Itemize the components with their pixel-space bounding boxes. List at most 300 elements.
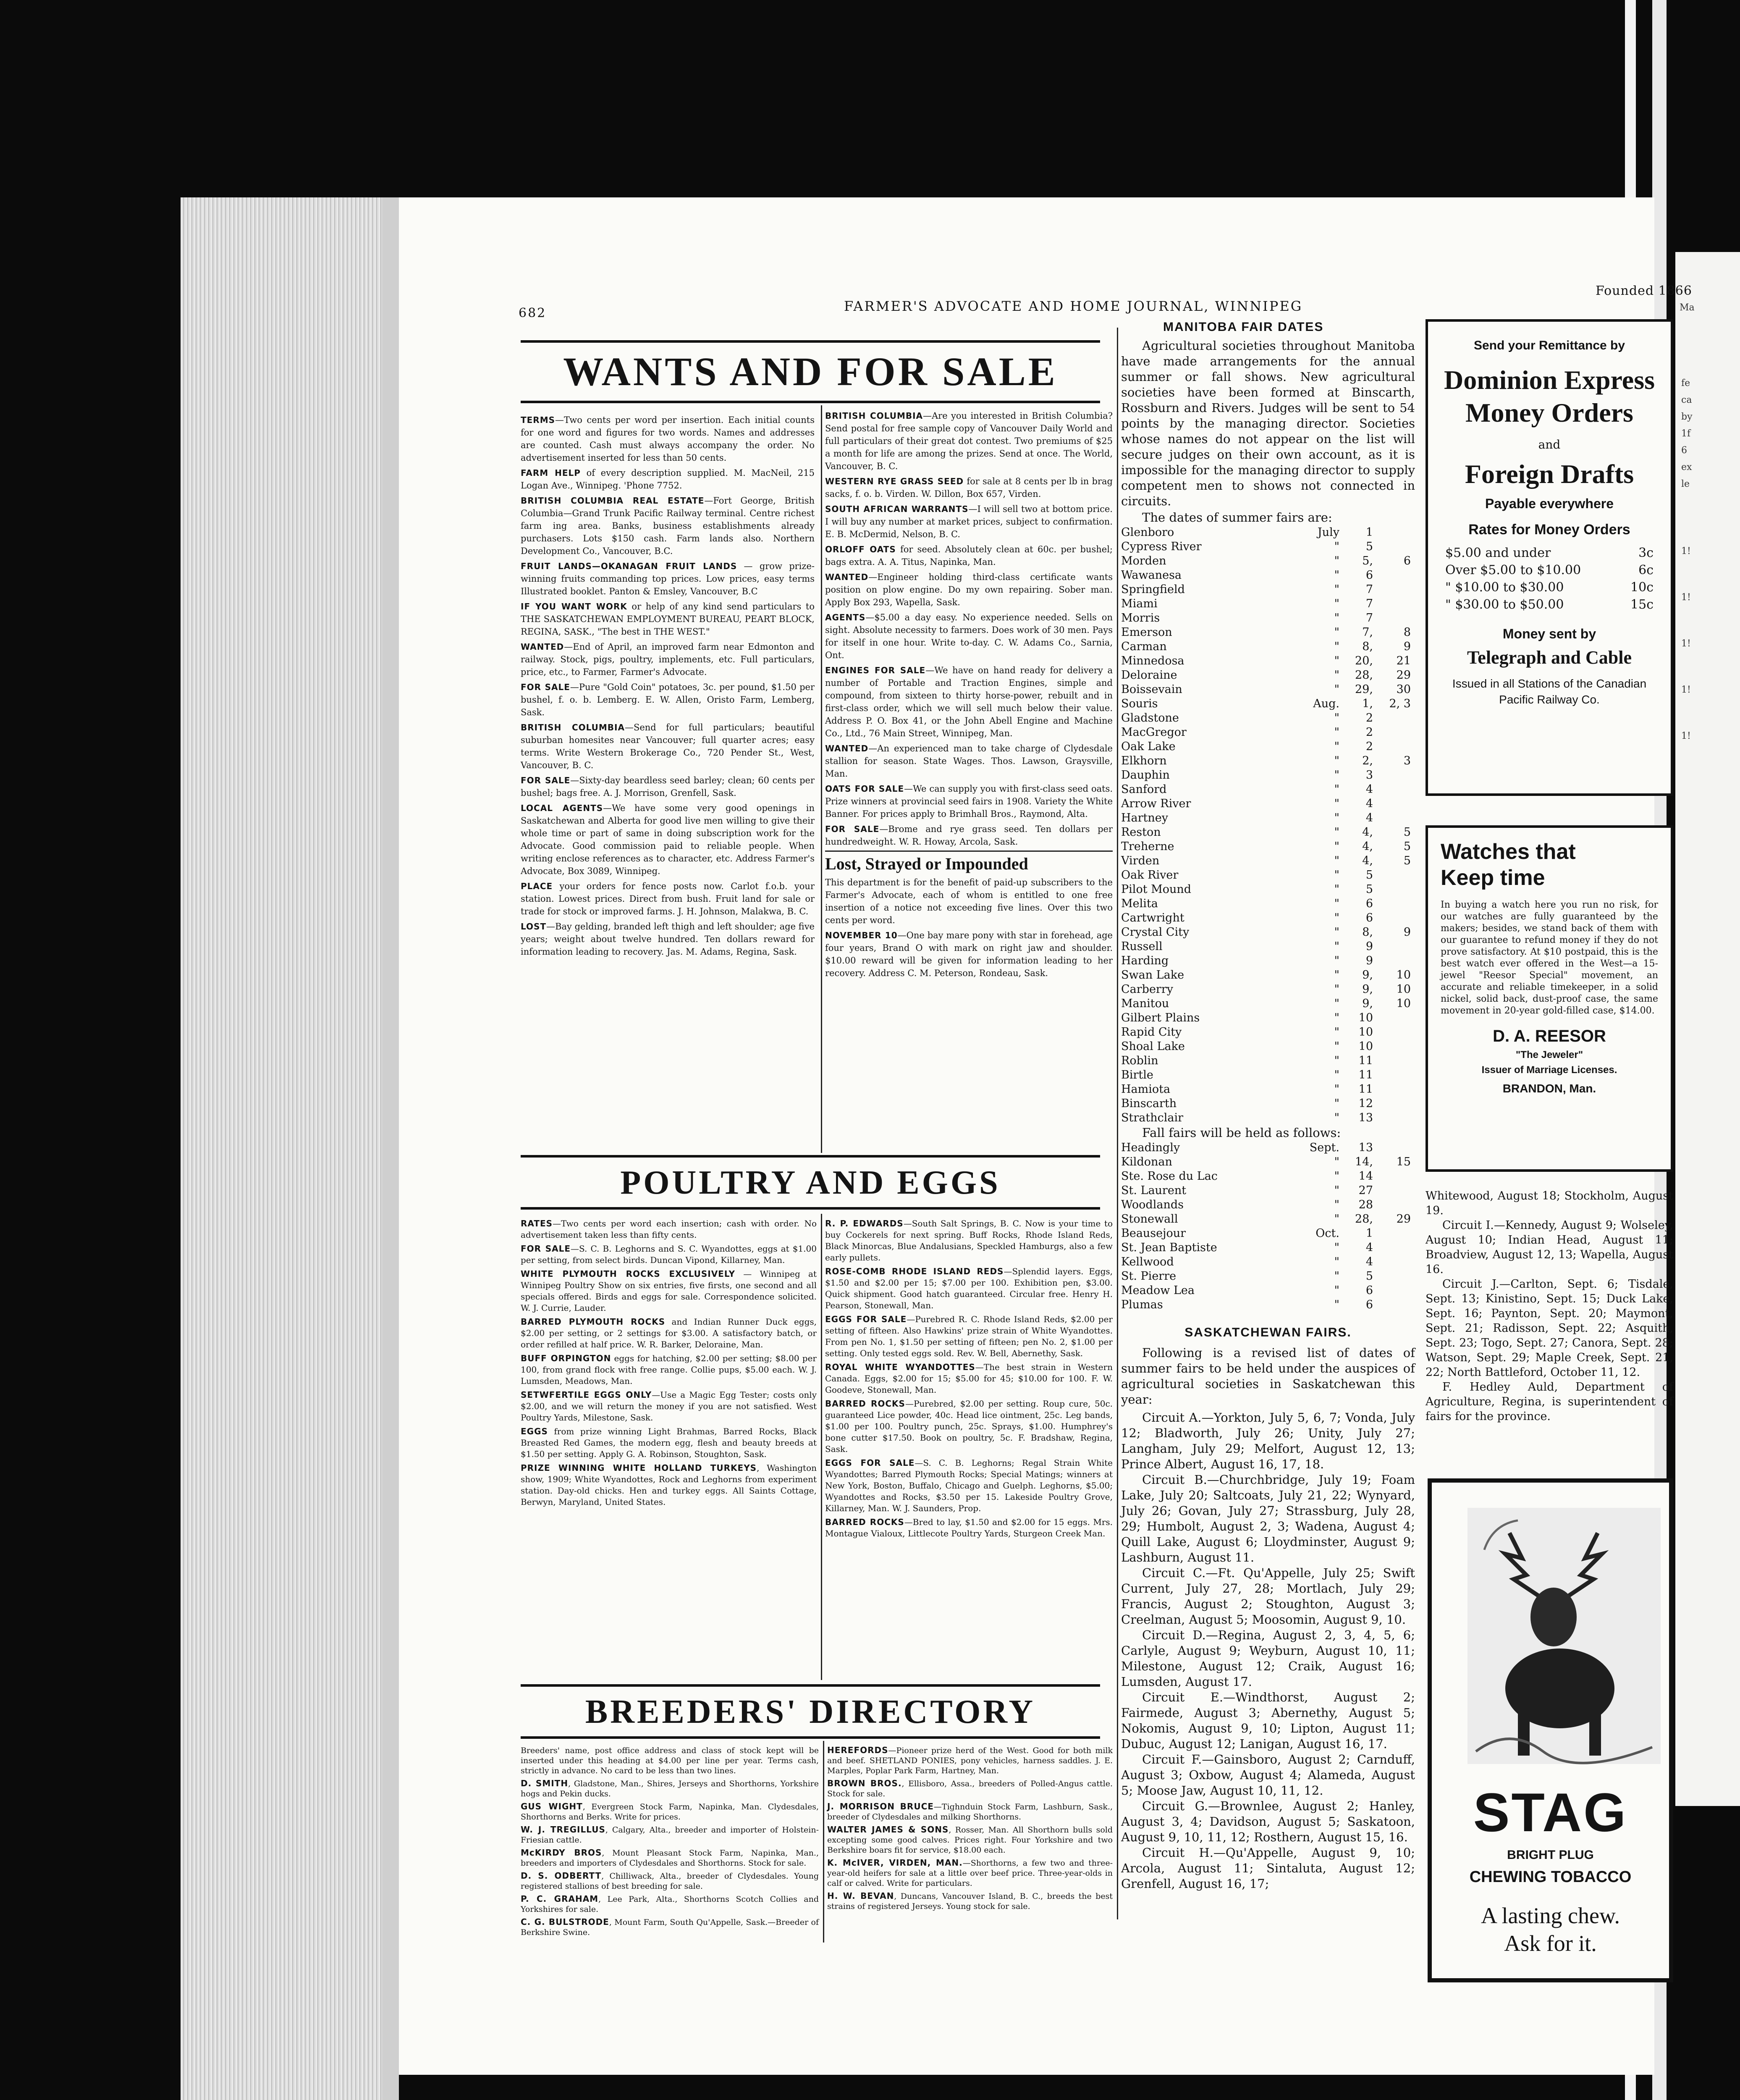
- fair-day: 11: [1358, 1083, 1373, 1096]
- fair-day: 29,: [1355, 683, 1373, 696]
- fair-day: 8,: [1362, 640, 1373, 653]
- ad-text: of every description supplied. M. MacNeil, 215 Logan Ave., Winnipeg. 'Phone 7752.: [521, 468, 815, 491]
- fair-day: 6: [1365, 911, 1373, 924]
- fair-day: 9: [1365, 954, 1373, 967]
- classified-ad: [825, 1517, 1113, 1539]
- fair-day: 14,: [1355, 1155, 1373, 1168]
- fair-town: Springfield: [1121, 583, 1185, 596]
- breeder-card: [521, 1801, 819, 1822]
- fair-day: 5: [1365, 869, 1373, 882]
- fair-month: ": [1334, 940, 1339, 953]
- fair-day-2: 6: [1403, 554, 1411, 567]
- manitoba-fairs-column: [1121, 338, 1415, 1892]
- fair-day: 9,: [1362, 997, 1373, 1010]
- fair-town: Birtle: [1121, 1068, 1153, 1082]
- fair-month: ": [1334, 783, 1339, 796]
- fair-day-2: 10: [1396, 997, 1411, 1010]
- fair-day-2: [1373, 768, 1411, 782]
- breeder-name: HEREFORDS: [827, 1745, 888, 1755]
- fair-town: Cypress River: [1121, 540, 1202, 553]
- fair-town: Shoal Lake: [1121, 1040, 1185, 1053]
- ad-tagline: Send your Remittance by: [1473, 339, 1625, 352]
- ad-text: —Send for full particulars; beautiful suburban homesites near Vancouver; full quarter acres; easy terms. Write Western Brokerage Co., 720 Pender St., West, Vancouver, B. C.: [521, 722, 815, 770]
- dominion-express-ad: [1426, 319, 1673, 796]
- rate-range: $5.00 and under: [1445, 546, 1551, 560]
- rates-title: Rates for Money Orders: [1468, 522, 1630, 538]
- fair-day-2: [1373, 1141, 1411, 1155]
- ad-title: Money Orders: [1465, 398, 1633, 428]
- classified-ad: [521, 1426, 817, 1460]
- ad-text: —Two cents per word each insertion; cash with order. No advertisement taken less than fifty cents.: [521, 1218, 817, 1240]
- fair-town: Hartney: [1121, 811, 1169, 824]
- circuit-paragraph: F. Hedley Auld, Department of Agriculture, Regina, is superintendent of fairs for the province.: [1426, 1381, 1673, 1423]
- fair-town: Harding: [1121, 954, 1169, 967]
- breeder-text: , Chilliwack, Alta., breeder of Clydesdales. Young registered stallions of best breeding for sale.: [521, 1872, 819, 1891]
- fair-town: Miami: [1121, 597, 1158, 610]
- classified-ad: [825, 1266, 1113, 1311]
- fair-day-2: [1373, 1040, 1411, 1054]
- fair-day-2: [1373, 1184, 1411, 1198]
- ad-label: PRIZE WINNING WHITE HOLLAND TURKEYS: [521, 1463, 757, 1473]
- rate-cost: 6c: [1638, 563, 1654, 578]
- fair-day: 10: [1358, 1026, 1373, 1039]
- edge-text: ex: [1681, 462, 1692, 472]
- fair-row: [1121, 811, 1411, 825]
- classified-ad: [521, 640, 815, 678]
- fair-day-2: [1373, 1198, 1411, 1212]
- fair-month: ": [1334, 640, 1339, 653]
- fair-day-2: 15: [1396, 1155, 1411, 1168]
- breeder-card: [521, 1894, 819, 1914]
- fair-row: [1121, 597, 1411, 611]
- ad-text: —Bay gelding, branded left thigh and left shoulder; age five years; weight about twelve hundred. Ten dollars reward for information leading to recovery. Jas. M. Adams, Regina, Sask.: [521, 921, 815, 957]
- wants-column-2: [825, 410, 1113, 982]
- fair-day-2: [1373, 1068, 1411, 1082]
- fair-day: 28: [1358, 1198, 1373, 1211]
- fair-row: [1121, 1169, 1411, 1184]
- ad-text: CHEWING TOBACCO: [1469, 1868, 1632, 1886]
- fair-month: ": [1334, 754, 1339, 767]
- fair-day: 8,: [1362, 926, 1373, 939]
- fair-day: 1: [1365, 526, 1373, 539]
- breeder-text: , Lee Park, Alta., Shorthorns Scotch Collies and Yorkshires for sale.: [521, 1895, 819, 1914]
- fair-day-2: [1373, 954, 1411, 968]
- fair-month: ": [1334, 797, 1339, 810]
- fair-day: 12: [1358, 1097, 1373, 1110]
- classified-ad: [825, 611, 1113, 662]
- fair-row: [1121, 1241, 1411, 1255]
- classified-ad: [825, 1457, 1113, 1514]
- fair-row: [1121, 1155, 1411, 1169]
- saskatchewan-fairs-title: SASKATCHEWAN FAIRS.: [1184, 1326, 1352, 1339]
- fair-row: [1121, 897, 1411, 911]
- ad-title: Foreign Drafts: [1465, 459, 1634, 489]
- fair-row: [1121, 968, 1411, 982]
- ad-label: R. P. EDWARDS: [825, 1218, 904, 1228]
- fair-day-2: 21: [1396, 654, 1411, 667]
- ad-label: EGGS: [521, 1426, 548, 1436]
- fair-day-2: [1373, 597, 1411, 611]
- fair-month: Sept.: [1309, 1141, 1339, 1154]
- circuit-paragraph: Circuit G.—Brownlee, August 2; Hanley, August 3, 4; Davidson, August 5; Saskatoon, August 9, 10, 11, 12; Rosthern, August 15, 16.: [1121, 1799, 1415, 1844]
- classified-ad: [825, 543, 1113, 568]
- classified-ad: [825, 823, 1113, 848]
- fair-town: Gilbert Plains: [1121, 1011, 1200, 1024]
- fair-month: Oct.: [1315, 1227, 1339, 1240]
- lost-strayed-heading: Lost, Strayed or Impounded: [825, 850, 1113, 874]
- fair-day-2: [1373, 525, 1411, 540]
- fair-town: Cartwright: [1121, 911, 1184, 924]
- ad-text: BRANDON, Man.: [1502, 1082, 1596, 1095]
- fair-row: [1121, 1226, 1411, 1241]
- fair-day: 4,: [1362, 854, 1373, 867]
- ad-text: for seed. Absolutely clean at 60c. per bushel; bags extra. A. A. Titus, Napinka, Man.: [825, 544, 1113, 567]
- fair-row: [1121, 954, 1411, 968]
- fair-day: 7: [1365, 597, 1373, 610]
- breeder-name: GUS WIGHT: [521, 1801, 583, 1811]
- edge-text: le: [1681, 479, 1690, 489]
- fair-month: ": [1334, 854, 1339, 867]
- fair-row: [1121, 1111, 1411, 1125]
- fair-town: Elkhorn: [1121, 754, 1167, 767]
- fair-month: ": [1334, 1068, 1339, 1082]
- breeder-card: [521, 1871, 819, 1891]
- fair-town: Emerson: [1121, 626, 1172, 639]
- fair-town: Sanford: [1121, 783, 1167, 796]
- rate-range: Over $5.00 to $10.00: [1445, 563, 1581, 578]
- fair-month: ": [1334, 883, 1339, 896]
- breeder-text: , Duncans, Vancouver Island, B. C., breeds the best strains of registered Jerseys. Young stock for sale.: [827, 1892, 1113, 1911]
- fair-day: 4,: [1362, 826, 1373, 839]
- fair-town: Beausejour: [1121, 1227, 1186, 1240]
- fair-town: Glenboro: [1121, 526, 1174, 539]
- ad-text: —Are you interested in British Columbia? Send postal for free sample copy of Vancouver Daily World and full particulars of their great dot contest. Two premiums of $25 a month for life are among the prizes. Send at once. The World, Vancouver, B. C.: [825, 411, 1113, 471]
- ad-text: —Splendid layers. Eggs, $1.50 and $2.00 per 15; $7.00 per 100. Exhibition pen, $3.00. Quick shipment. Good hatch guaranteed. Circular free. Henry H. Pearson, Stonewall, Man.: [825, 1266, 1113, 1310]
- ad-text: for sale at 8 cents per lb in brag sacks, f. o. b. Virden. W. Dillon, Box 657, Virden.: [825, 476, 1113, 499]
- rate-row: [1445, 596, 1654, 613]
- ad-label: BARRED ROCKS: [825, 1399, 905, 1409]
- ad-label: WANTED: [521, 642, 564, 652]
- classified-ad: [825, 571, 1113, 609]
- fair-month: ": [1334, 669, 1339, 682]
- fair-month: ": [1334, 1198, 1339, 1211]
- summer-intro: The dates of summer fairs are:: [1142, 510, 1332, 525]
- ad-text: —One bay mare pony with star in forehead, age four years, Brand O with mark on right jaw and shoulder. $10.00 reward will be given for information leading to her recovery. Address C. M. Peterson, Rondeau, Sask.: [825, 930, 1113, 978]
- classified-ad: [521, 600, 815, 638]
- ad-label: IF YOU WANT WORK: [521, 601, 627, 612]
- fair-row: [1121, 682, 1411, 697]
- ad-text: — Winnipeg at Winnipeg Poultry Show on six entries, five firsts, one second and all specials offered. Birds and eggs for sale. Correspondence solicited. W. J. Currie, Lauder.: [521, 1269, 817, 1313]
- fair-month: ": [1334, 626, 1339, 639]
- fair-day: 4: [1365, 811, 1373, 824]
- fair-day-2: 5: [1403, 826, 1411, 839]
- fair-day-2: [1373, 568, 1411, 583]
- fair-day: 11: [1358, 1068, 1373, 1082]
- ad-label: BRITISH COLUMBIA REAL ESTATE: [521, 496, 705, 506]
- ad-text: —S. C. B. Leghorns and S. C. Wyandottes, eggs at $1.00 per setting, from select birds. Duncan Vipond, Killarney, Man.: [521, 1244, 817, 1265]
- fair-day-2: [1373, 882, 1411, 897]
- fair-day: 2: [1365, 711, 1373, 724]
- fair-row: [1121, 1011, 1411, 1025]
- ad-text: —We can supply you with first-class seed oats. Prize winners at provincial seed fairs in 1908. Variety the White Banner. For prices apply to Brimhall Bros., Raymond, Alta.: [825, 784, 1113, 819]
- fair-month: ": [1334, 740, 1339, 753]
- ad-text: and: [1538, 438, 1561, 452]
- fair-town: Roblin: [1121, 1054, 1158, 1067]
- fair-month: ": [1334, 869, 1339, 882]
- column-rule: [823, 1741, 824, 1942]
- fair-month: ": [1334, 1111, 1339, 1124]
- ad-text: —We have some very good openings in Saskatchewan and Alberta for good live men willing to give their whole time or part of same in doing subscription work for the Advocate. Good commission paid to reliable people. When writing enclose references as to character, etc. Address Farmer's Advocate, Box 3089, Winnipeg.: [521, 803, 815, 876]
- fair-row: [1121, 711, 1411, 725]
- classified-ad: [521, 1243, 817, 1266]
- fair-month: ": [1334, 1083, 1339, 1096]
- ad-label: BRITISH COLUMBIA: [521, 722, 625, 732]
- breeder-card: [521, 1848, 819, 1868]
- classified-ad: [521, 1353, 817, 1387]
- edge-text: 1!: [1681, 685, 1691, 695]
- fair-month: ": [1334, 711, 1339, 724]
- classified-ad: [825, 1314, 1113, 1359]
- fair-row: [1121, 854, 1411, 868]
- fair-day: 20,: [1355, 654, 1373, 667]
- ad-text: Money sent by: [1502, 626, 1596, 641]
- reesor-watch-ad: [1426, 825, 1673, 1172]
- fair-town: Arrow River: [1121, 797, 1191, 810]
- ad-label: FRUIT LANDS—OKANAGAN FRUIT LANDS: [521, 561, 737, 571]
- fair-town: Crystal City: [1121, 926, 1190, 939]
- breeder-card: [827, 1891, 1113, 1911]
- fair-day: 14: [1358, 1170, 1373, 1183]
- ad-title: Watches that: [1441, 840, 1576, 864]
- classified-ad: [521, 802, 815, 877]
- classified-ad: [825, 1362, 1113, 1396]
- breeder-card: [521, 1778, 819, 1799]
- classified-ad: [521, 1218, 817, 1241]
- fair-day: 9: [1365, 940, 1373, 953]
- breeder-card: [827, 1858, 1113, 1888]
- fair-row: [1121, 1184, 1411, 1198]
- classified-ad: [825, 664, 1113, 740]
- fair-row: [1121, 697, 1411, 711]
- edge-text: 1!: [1681, 546, 1691, 556]
- fair-town: St. Pierre: [1121, 1270, 1177, 1283]
- fair-town: Morris: [1121, 612, 1160, 625]
- saskatchewan-continuation: [1426, 1189, 1673, 1424]
- ad-text: Issued in all Stations of the Canadian Pacific Railway Co.: [1452, 677, 1647, 706]
- ad-label: LOCAL AGENTS: [521, 803, 603, 813]
- circuit-paragraph: Circuit B.—Churchbridge, July 19; Foam Lake, July 20; Saltcoats, July 21, 22; Wynyard, July 26; Govan, July 27; Strassburg, July 28, 29; Humbolt, August 2, 3; Wadena, August 4; Quill Lake, August 6; Lloydminster, August 9; Lashburn, August 11.: [1121, 1473, 1415, 1564]
- fair-month: ": [1334, 1040, 1339, 1053]
- fair-row: [1121, 611, 1411, 625]
- breeder-name: C. G. BULSTRODE: [521, 1917, 609, 1927]
- fair-town: Carman: [1121, 640, 1167, 653]
- rate-cost: 15c: [1630, 597, 1654, 612]
- fair-month: ": [1334, 1270, 1339, 1283]
- ad-label: RATES: [521, 1218, 553, 1228]
- book-page-edges: [181, 197, 399, 2100]
- book-spine: [382, 197, 399, 2100]
- fair-day: 2: [1365, 740, 1373, 753]
- ad-text: —Use a Magic Egg Tester; costs only $2.00, and we will return the money if you are not satisfied. West Poultry Yards, Milestone, Sask.: [521, 1390, 817, 1423]
- classified-ad: [825, 410, 1113, 472]
- breeders-heading: BREEDERS' DIRECTORY: [521, 1684, 1100, 1739]
- ad-text: — grow prize-winning fruits commanding top prices. Low prices, easy terms Illustrated booklet. Panton & Emsley, Vancouver, B.C: [521, 561, 815, 596]
- fair-town: Souris: [1121, 697, 1158, 710]
- fair-month: ": [1334, 997, 1339, 1010]
- classified-ad: [521, 920, 815, 958]
- fair-day: 1: [1365, 1227, 1373, 1240]
- fair-row: [1121, 583, 1411, 597]
- classified-ad: [825, 929, 1113, 979]
- fair-day: 4: [1365, 1255, 1373, 1268]
- fair-town: Woodlands: [1121, 1198, 1184, 1211]
- ad-text: —Pure "Gold Coin" potatoes, 3c. per pound, $1.50 per bushel, f. o. b. Lemberg. E. W. Allen, Oristo Farm, Lemberg, Sask.: [521, 682, 815, 717]
- ad-text: —Engineer holding third-class certificate wants position on plow engine. Do my own repairing. Sober man. Apply Box 293, Wapella, Sask.: [825, 572, 1113, 607]
- fair-row: [1121, 1040, 1411, 1054]
- wants-heading: WANTS AND FOR SALE: [521, 340, 1100, 403]
- fair-row: [1121, 1269, 1411, 1284]
- ad-slogan: A lasting chew.: [1481, 1903, 1620, 1928]
- classified-ad: [521, 467, 815, 492]
- fair-town: Virden: [1121, 854, 1160, 867]
- ad-label: FOR SALE: [521, 1244, 571, 1254]
- fair-day-2: 29: [1396, 1213, 1411, 1226]
- classified-ad: [521, 414, 815, 464]
- fair-day: 4: [1365, 783, 1373, 796]
- fair-day-2: [1373, 1226, 1411, 1241]
- fair-month: ": [1334, 583, 1339, 596]
- manitoba-intro: Agricultural societies throughout Manitoba have made arrangements for the annual summer or fall shows. New agricultural societies have been formed at Binscarth, Rossburn and Rivers. Judges will be sent to 54 points by the managing director. Societies whose names do not appear on the list will secure judges on their own account, as it is impossible for the managing director to supply competent men to shows not connected in circuits.: [1121, 339, 1415, 508]
- edge-text: 1!: [1681, 592, 1691, 603]
- fair-town: Kellwood: [1121, 1255, 1174, 1268]
- ad-text: —S. C. B. Leghorns; Regal Strain White Wyandottes; Barred Plymouth Rocks; Special Matings; winners at New York, Boston, Buffalo, Chicago and Guelph. Leghorns, $5.00; Wyandottes and Rocks, $3.50 per 15. Lakeside Poultry Grove, Killarney, Man. W. J. Saunders, Prop.: [825, 1458, 1113, 1513]
- ad-label: WESTERN RYE GRASS SEED: [825, 476, 964, 486]
- fair-month: ": [1334, 826, 1339, 839]
- ad-label: WHITE PLYMOUTH ROCKS EXCLUSIVELY: [521, 1269, 735, 1279]
- breeder-card: [827, 1824, 1113, 1855]
- fair-town: Reston: [1121, 826, 1161, 839]
- fair-row: [1121, 654, 1411, 668]
- fair-day: 28,: [1355, 1213, 1373, 1226]
- fair-day: 6: [1365, 1298, 1373, 1311]
- ad-text: from prize winning Light Brahmas, Barred Rocks, Black Breasted Red Games, the modern egg, flesh and beauty breeds at $1.50 per setting. Apply G. A. Robinson, Stoughton, Sask.: [521, 1426, 817, 1459]
- fair-town: Pilot Mound: [1121, 883, 1192, 896]
- fair-row: [1121, 668, 1411, 682]
- fair-row: [1121, 997, 1411, 1011]
- ad-text: eggs for hatching, $2.00 per setting; $8.00 per 100, from grand flock with free range. Collie pups, $5.00 each. W. J. Lumsden, Meadows, Man.: [521, 1353, 817, 1386]
- fair-day: 13: [1358, 1111, 1373, 1124]
- ad-text: —Sixty-day beardless seed barley; clean; 60 cents per bushel; bags free. A. J. Morrison, Grenfell, Sask.: [521, 775, 815, 798]
- fair-row: [1121, 825, 1411, 840]
- fair-row: [1121, 868, 1411, 882]
- manitoba-fairs-title: MANITOBA FAIR DATES: [1163, 320, 1324, 334]
- fair-day-2: 29: [1396, 669, 1411, 682]
- breeder-text: —Tighnduin Stock Farm, Lashburn, Sask., breeder of Clydesdales and milking Shorthorns.: [827, 1802, 1113, 1822]
- page-number: 682: [519, 306, 547, 320]
- fair-month: ": [1334, 1155, 1339, 1168]
- fair-month: ": [1334, 654, 1339, 667]
- fair-day-2: [1373, 740, 1411, 754]
- breeder-text: , Mount Pleasant Stock Farm, Napinka, Man., breeders and importers of Clydesdales and Shorthorns. Stock for sale.: [521, 1848, 819, 1868]
- classified-ad: [825, 475, 1113, 500]
- ad-label: ORLOFF OATS: [825, 544, 896, 554]
- fair-day-2: [1373, 1025, 1411, 1040]
- fair-month: July: [1317, 526, 1339, 539]
- fair-day: 10: [1358, 1011, 1373, 1024]
- fair-town: St. Jean Baptiste: [1121, 1241, 1217, 1254]
- fair-row: [1121, 1082, 1411, 1097]
- circuit-paragraph: Circuit J.—Carlton, Sept. 6; Tisdale, Sept. 13; Kinistino, Sept. 15; Duck Lake, Sept. 16; Paynton, Sept. 20; Maymont, Sept. 21; Radisson, Sept. 22; Asquith, Sept. 23; Togo, Sept. 27; Canora, Sept. 28; Watson, Sept. 29; Maple Creek, Sept. 21, 22; North Battleford, October 11, 12.: [1426, 1278, 1673, 1379]
- fair-town: Swan Lake: [1121, 969, 1184, 982]
- fair-day: 6: [1365, 569, 1373, 582]
- fair-row: [1121, 1097, 1411, 1111]
- fair-day-2: [1373, 797, 1411, 811]
- fair-day-2: [1373, 725, 1411, 740]
- circuit-paragraph: Circuit C.—Ft. Qu'Appelle, July 25; Swift Current, July 27, 28; Mortlach, July 29; Francis, August 2; Stoughton, August 3; Creelman, August 5; Moosomin, August 9, 10.: [1121, 1566, 1415, 1627]
- fair-town: St. Laurent: [1121, 1184, 1187, 1197]
- fair-row: [1121, 1068, 1411, 1082]
- fair-day: 13: [1358, 1141, 1373, 1154]
- fair-day-2: [1373, 1284, 1411, 1298]
- fair-day-2: 9: [1403, 640, 1411, 653]
- fair-month: ": [1334, 597, 1339, 610]
- fair-town: Oak Lake: [1121, 740, 1176, 753]
- fair-row: [1121, 911, 1411, 925]
- fair-row: [1121, 625, 1411, 640]
- fair-day: 7: [1365, 583, 1373, 596]
- fair-town: Carberry: [1121, 983, 1173, 996]
- founded-note: Founded 1866: [1596, 284, 1692, 298]
- fair-month: ": [1334, 683, 1339, 696]
- fair-month: ": [1334, 1255, 1339, 1268]
- fair-month: ": [1334, 969, 1339, 982]
- edge-text: ca: [1681, 395, 1692, 405]
- column-rule: [821, 1214, 822, 1680]
- ad-text: —Bred to lay, $1.50 and $2.00 for 15 eggs. Mrs. Montague Vialoux, Littlecote Poultry Yards, Sturgeon Creek Man.: [825, 1517, 1113, 1538]
- fair-month: ": [1334, 840, 1339, 853]
- edge-text: 1!: [1681, 638, 1691, 649]
- classified-ad: [521, 560, 815, 598]
- classified-ad: [521, 1389, 817, 1423]
- ad-label: FOR SALE: [521, 682, 570, 692]
- fair-day: 5: [1365, 540, 1373, 553]
- fair-town: Hamiota: [1121, 1083, 1171, 1096]
- fair-row: [1121, 925, 1411, 940]
- circuit-paragraph: Circuit I.—Kennedy, August 9; Wolseley, August 10; Indian Head, August 11; Broadview, August 12, 13; Wapella, August 16.: [1426, 1219, 1673, 1276]
- fair-day: 4: [1365, 797, 1373, 810]
- fair-day-2: 9: [1403, 926, 1411, 939]
- classified-ad: [825, 503, 1113, 541]
- fair-month: ": [1334, 554, 1339, 567]
- fair-row: [1121, 982, 1411, 997]
- fair-town: Deloraine: [1121, 669, 1177, 682]
- fair-row: [1121, 725, 1411, 740]
- breeder-text: —Shorthorns, a few two and three-year-old heifers for sale at a little over beef price. Three-year-olds in calf or calved. Write for particulars.: [827, 1858, 1113, 1888]
- ad-slogan: Ask for it.: [1504, 1931, 1597, 1956]
- breeders-column-2: [827, 1745, 1113, 1914]
- rate-cost: 10c: [1630, 580, 1654, 595]
- fair-day-2: 8: [1403, 626, 1411, 639]
- breeder-text: , Calgary, Alta., breeder and importer of Holstein-Friesian cattle.: [521, 1825, 819, 1845]
- fair-row: [1121, 782, 1411, 797]
- ad-text: —We have on hand ready for delivery a number of Portable and Traction Engines, simple and compound, from sixteen to thirty horse-power, rebuilt and in first-class order, which we will sell much below their value. Address P. O. Box 41, or the John Abell Engine and Machine Co., Ltd., 76 Main Street, Winnipeg, Man.: [825, 665, 1113, 738]
- edge-text: fe: [1681, 378, 1690, 388]
- breeder-name: D. S. ODBERTT: [521, 1871, 602, 1881]
- fair-day: 4: [1365, 1241, 1373, 1254]
- rate-cost: 3c: [1638, 546, 1654, 560]
- breeder-text: Breeders' name, post office address and class of stock kept will be inserted under this heading at $4.00 per line per year. Terms cash, strictly in advance. No card to be less than two lines.: [521, 1746, 819, 1775]
- fair-month: ": [1334, 769, 1339, 782]
